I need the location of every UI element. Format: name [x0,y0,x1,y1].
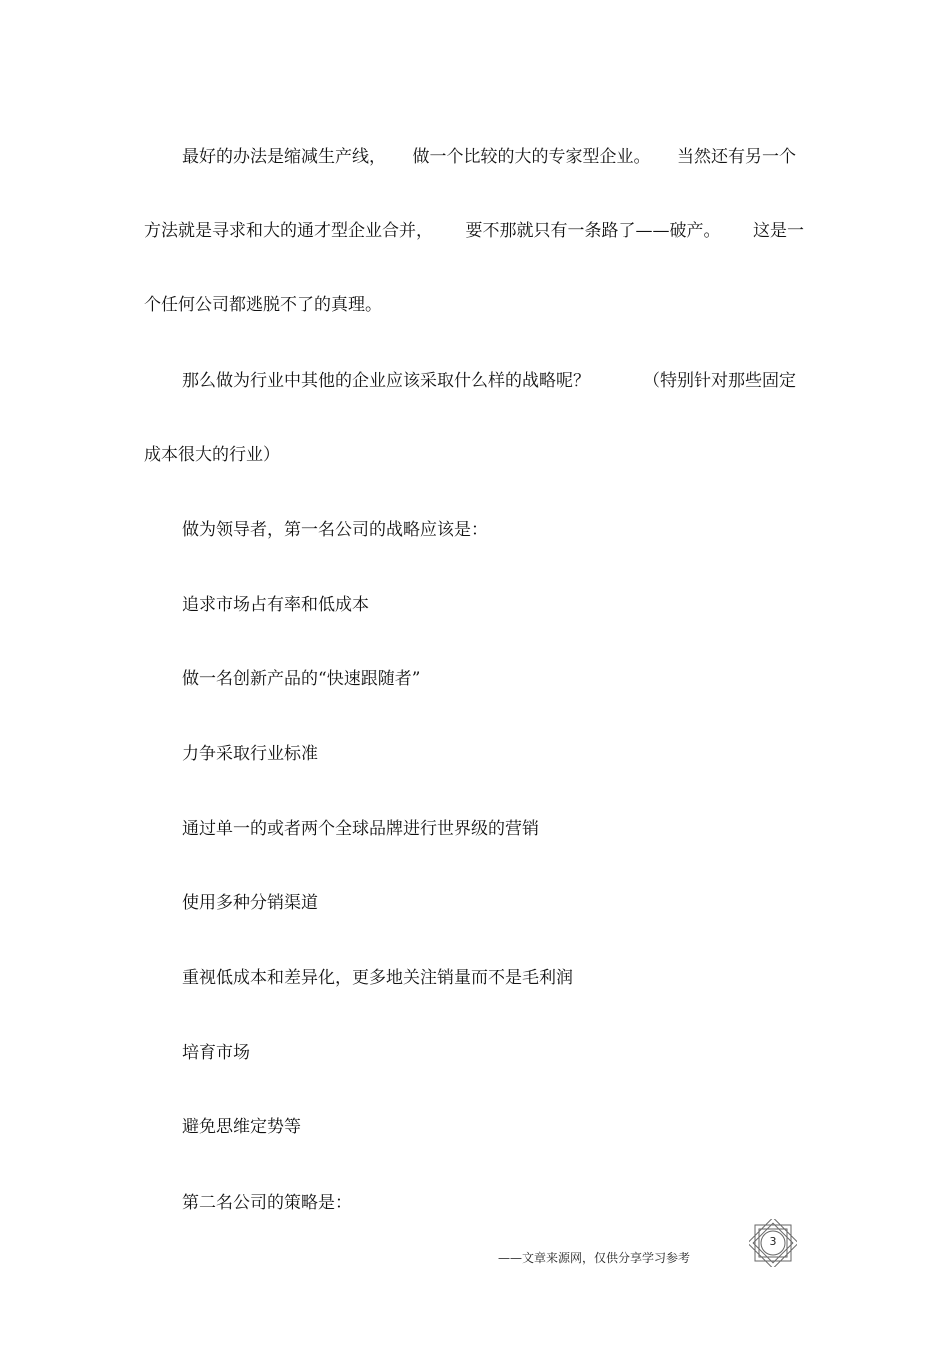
text-segment: 要不那就只有一条路了——破产。 [465,221,721,241]
page-number: 3 [769,1235,777,1248]
list-item: 使用多种分销渠道 [182,893,318,913]
text-segment: 那么做为行业中其他的企业应该采取什么样的战略呢？ [182,371,590,391]
list-item: 培育市场 [182,1043,250,1063]
text-segment: 最好的办法是缩减生产线， [182,147,386,167]
footer-source-note: ——文章来源网，仅供分享学习参考 [498,1251,691,1265]
paragraph-1-line-2 [144,220,804,242]
list-item: 追求市场占有率和低成本 [182,595,369,615]
paragraph-1-line-1 [182,146,796,168]
list-item: 通过单一的或者两个全球品牌进行世界级的营销 [182,819,539,839]
paragraph-2-line-2: 成本很大的行业） [144,445,280,465]
text-segment: 当然还有另一个 [677,147,796,167]
paragraph-1-line-3: 个任何公司都逃脱不了的真理。 [144,295,382,315]
list-item: 重视低成本和差异化，更多地关注销量而不是毛利润 [182,968,573,988]
text-segment: 方法就是寻求和大的通才型企业合并， [144,221,433,241]
list-item: 做一名创新产品的“快速跟随者” [182,669,421,689]
second-strategy-heading: 第二名公司的策略是： [182,1193,352,1213]
text-segment: 做一个比较的大的专家型企业。 [412,147,651,167]
list-item: 避免思维定势等 [182,1117,301,1137]
text-segment: 这是一 [753,221,804,241]
paragraph-2-line-1 [182,370,796,392]
list-item: 力争采取行业标准 [182,744,318,764]
leader-strategy-heading: 做为领导者，第一名公司的战略应该是： [182,520,488,540]
text-segment: （特别针对那些固定 [643,371,796,391]
